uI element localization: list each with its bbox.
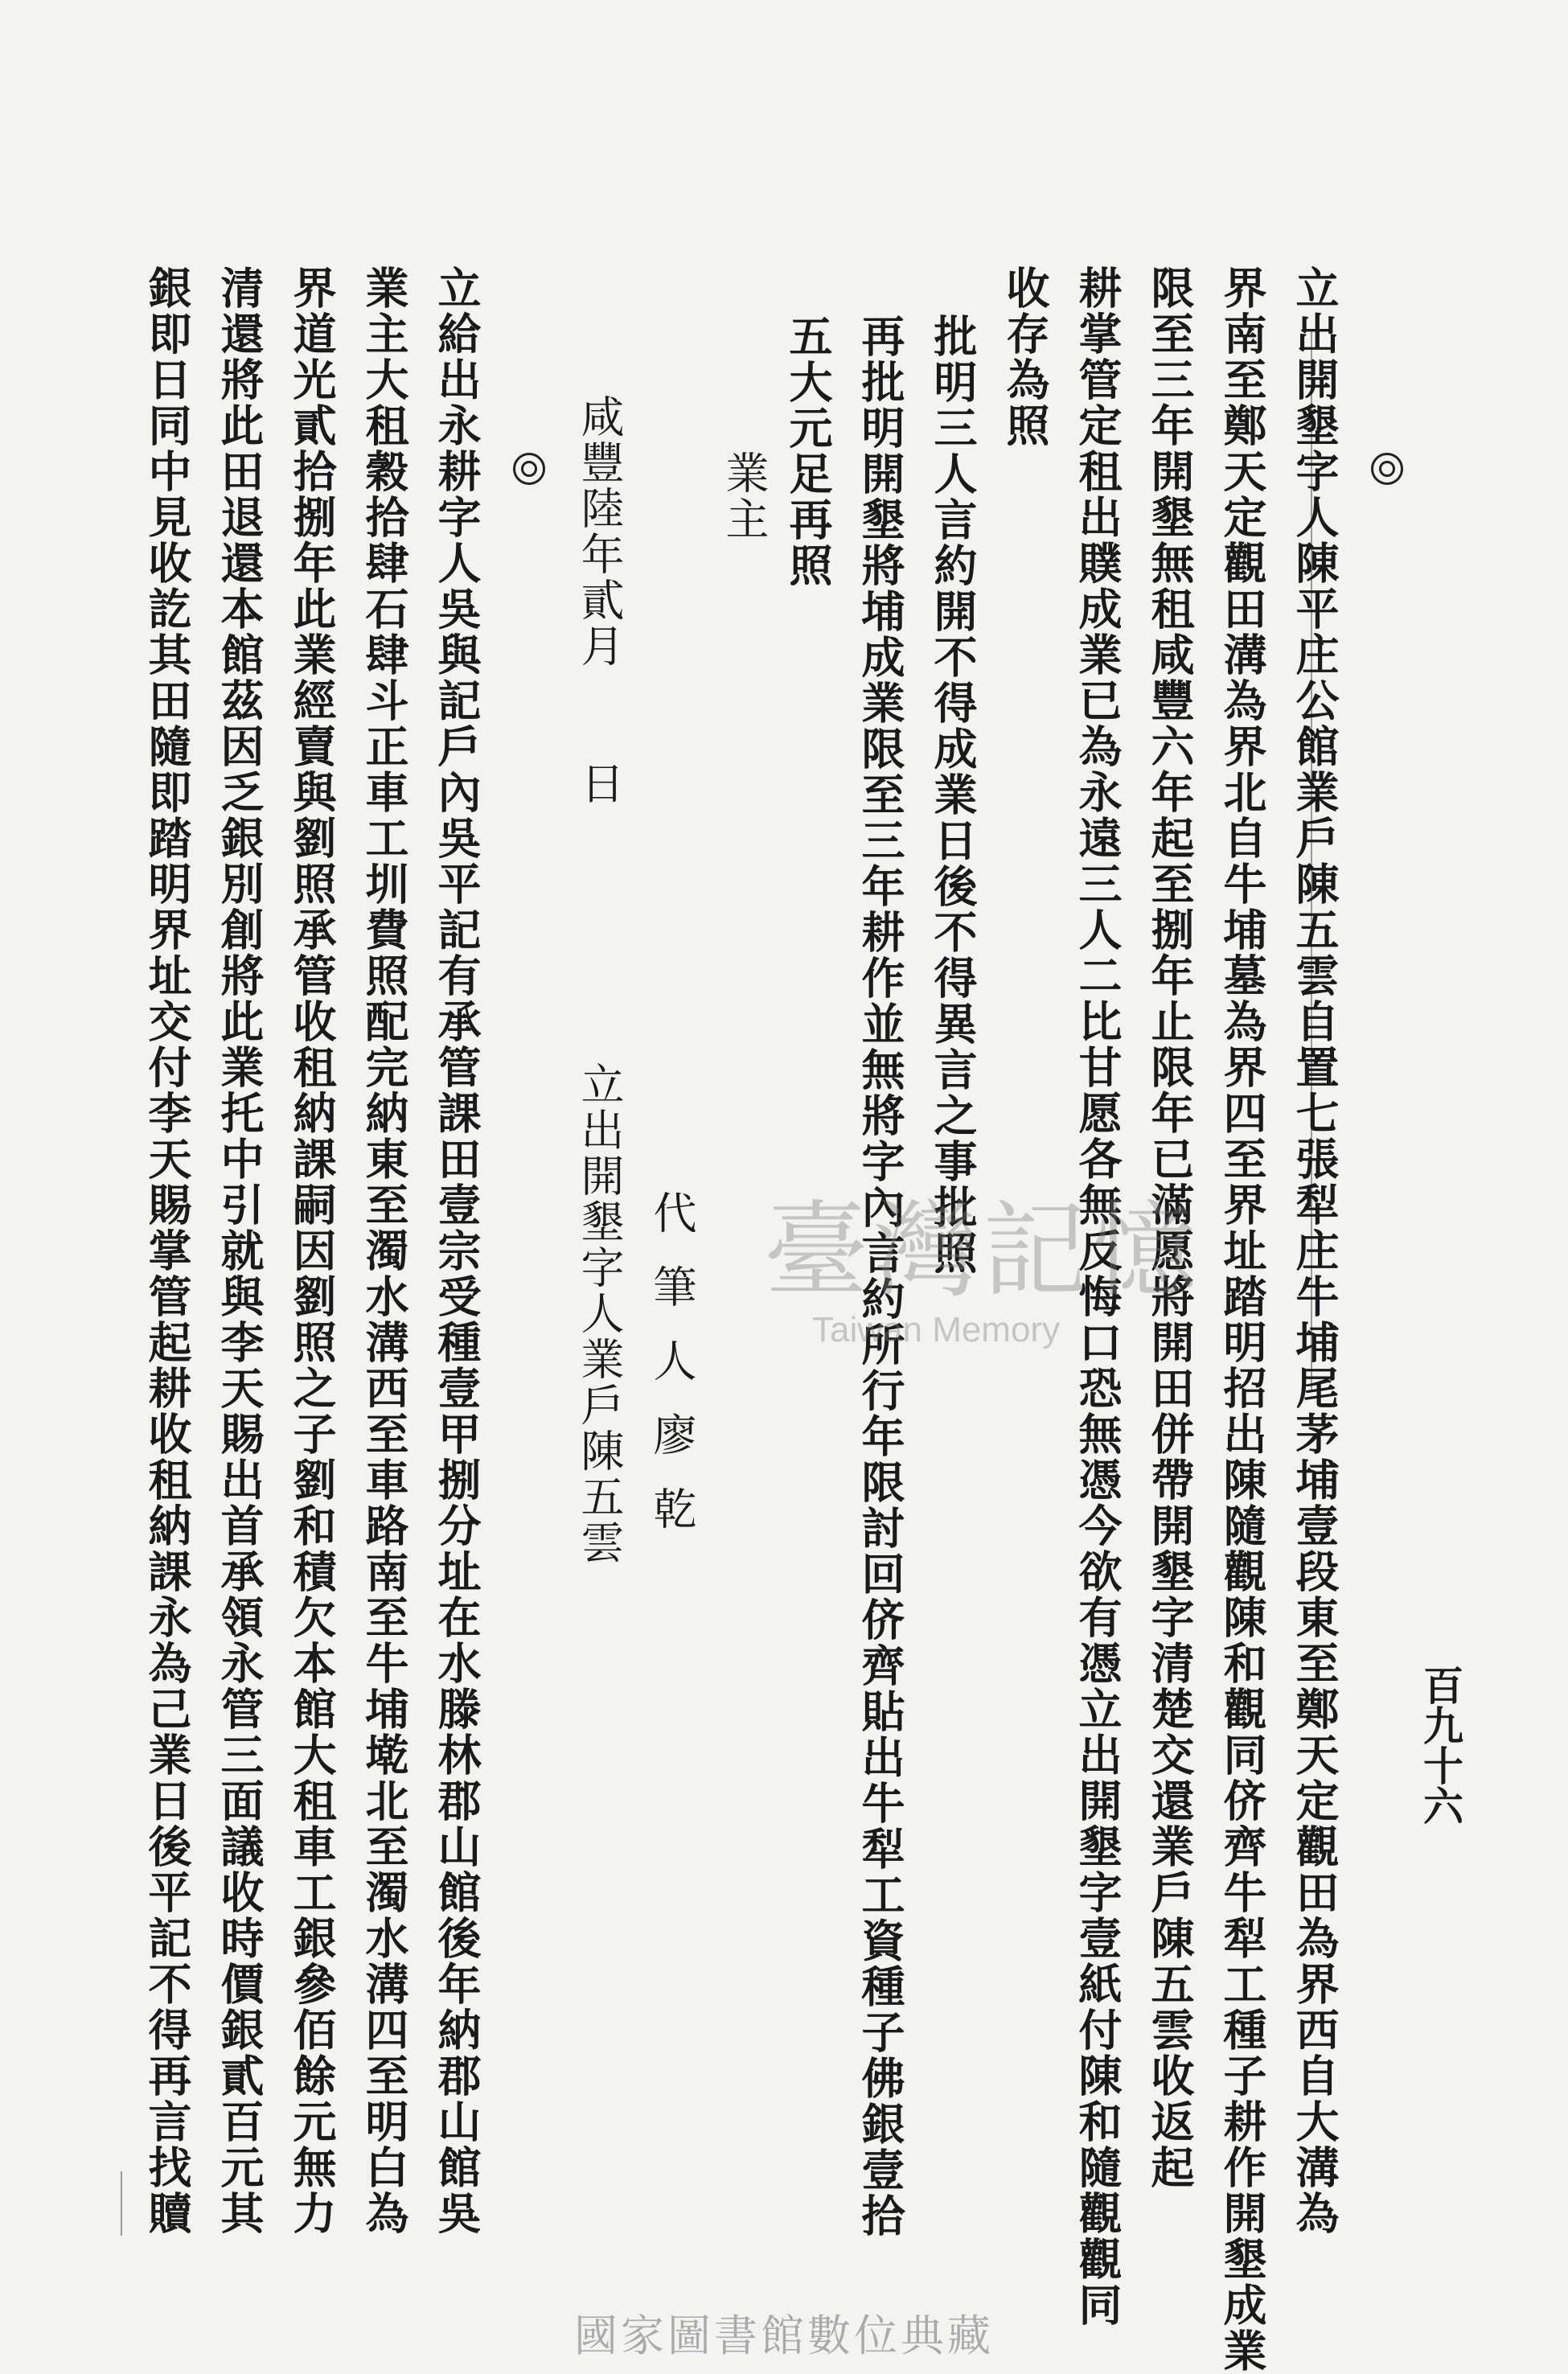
contract-one-column-8: 五大元足再照 [782,314,834,589]
contract-one-column-2: 界南至鄭天定觀田溝為界北自牛埔墓為界四至界址踏明招出陳隨觀陳和觀同侪齊牛犁工種子耕作開墾成業 [1217,265,1268,2374]
scribe-signature: 代筆人廖乾 [646,1190,697,1560]
section-mark-icon [513,453,545,485]
contract-two-column-4: 清還將此田退還本館茲因乏銀別創將此業托中引就與李天賜出首承領永管三面議收時價銀貳百元其 [214,265,265,2236]
owner-label: 業主 [719,450,770,542]
contract-two-column-2: 業主大租穀拾肆石肆斗正車工圳費照配完納東至濁水溝西至車路南至牛埔墘北至濁水溝四至明白為 [359,265,410,2236]
contract-one-column-3: 限至三年開墾無租咸豐六年起至捌年止限年已滿愿將開田併帶開墾字清楚交還業戶陳五雲收返起 [1144,265,1196,2191]
footer-collection-label: 國家圖書館數位典藏 [574,2310,994,2361]
contract-two-column-5: 銀即日同中見收訖其田隨即踏明界址交付李天賜掌管起耕收租納課永為己業日後平記不得再言找贖 [142,265,193,2236]
contract-two-column-1: 立給出永耕字人吳與記戶內吳平記有承管課田壹宗受種壹甲捌分址在水滕林郡山館後年納郡山館吳 [431,265,482,2236]
section-mark-icon [1371,453,1403,485]
page-number: 百九十六 [1417,1665,1464,1826]
watermark-subtext: Taiwan Memory [812,1310,1061,1349]
contract-date: 咸豐陸年貳月 日 [574,394,625,807]
contract-one-column-5: 收存為照 [999,265,1051,449]
contract-signer: 立出開墾字人業戶陳五雲 [574,1062,625,1566]
contract-one-column-1: 立出開墾字人陳平庄公館業戶陳五雲自置七張犁庄牛埔尾茅埔壹段東至鄭天定觀田為界西自大溝為 [1289,265,1340,2236]
contract-one-column-7: 再批明開墾將埔成業限至三年耕作並無將字內言約所行年限討回侪齊貼出牛犁工資種子佛銀壹拾 [855,314,906,2239]
contract-one-column-6: 批明三人言約開不得成業日後不得異言之事批照 [927,314,979,1276]
contract-two-column-3: 界道光貳拾捌年此業經賣與劉照承管收租納課嗣因劉照之子劉和積欠本館大租車工銀參佰餘元無力 [286,265,338,2236]
contract-one-column-4: 耕掌管定租出贌成業已為永遠三人二比甘愿各無反悔口恐無憑今欲有憑立出開墾字壹紙付陳和隨觀觀同 [1072,265,1123,2328]
margin-mark [121,2171,122,2236]
watermark-text: 臺灣記憶 [764,1189,1202,1312]
